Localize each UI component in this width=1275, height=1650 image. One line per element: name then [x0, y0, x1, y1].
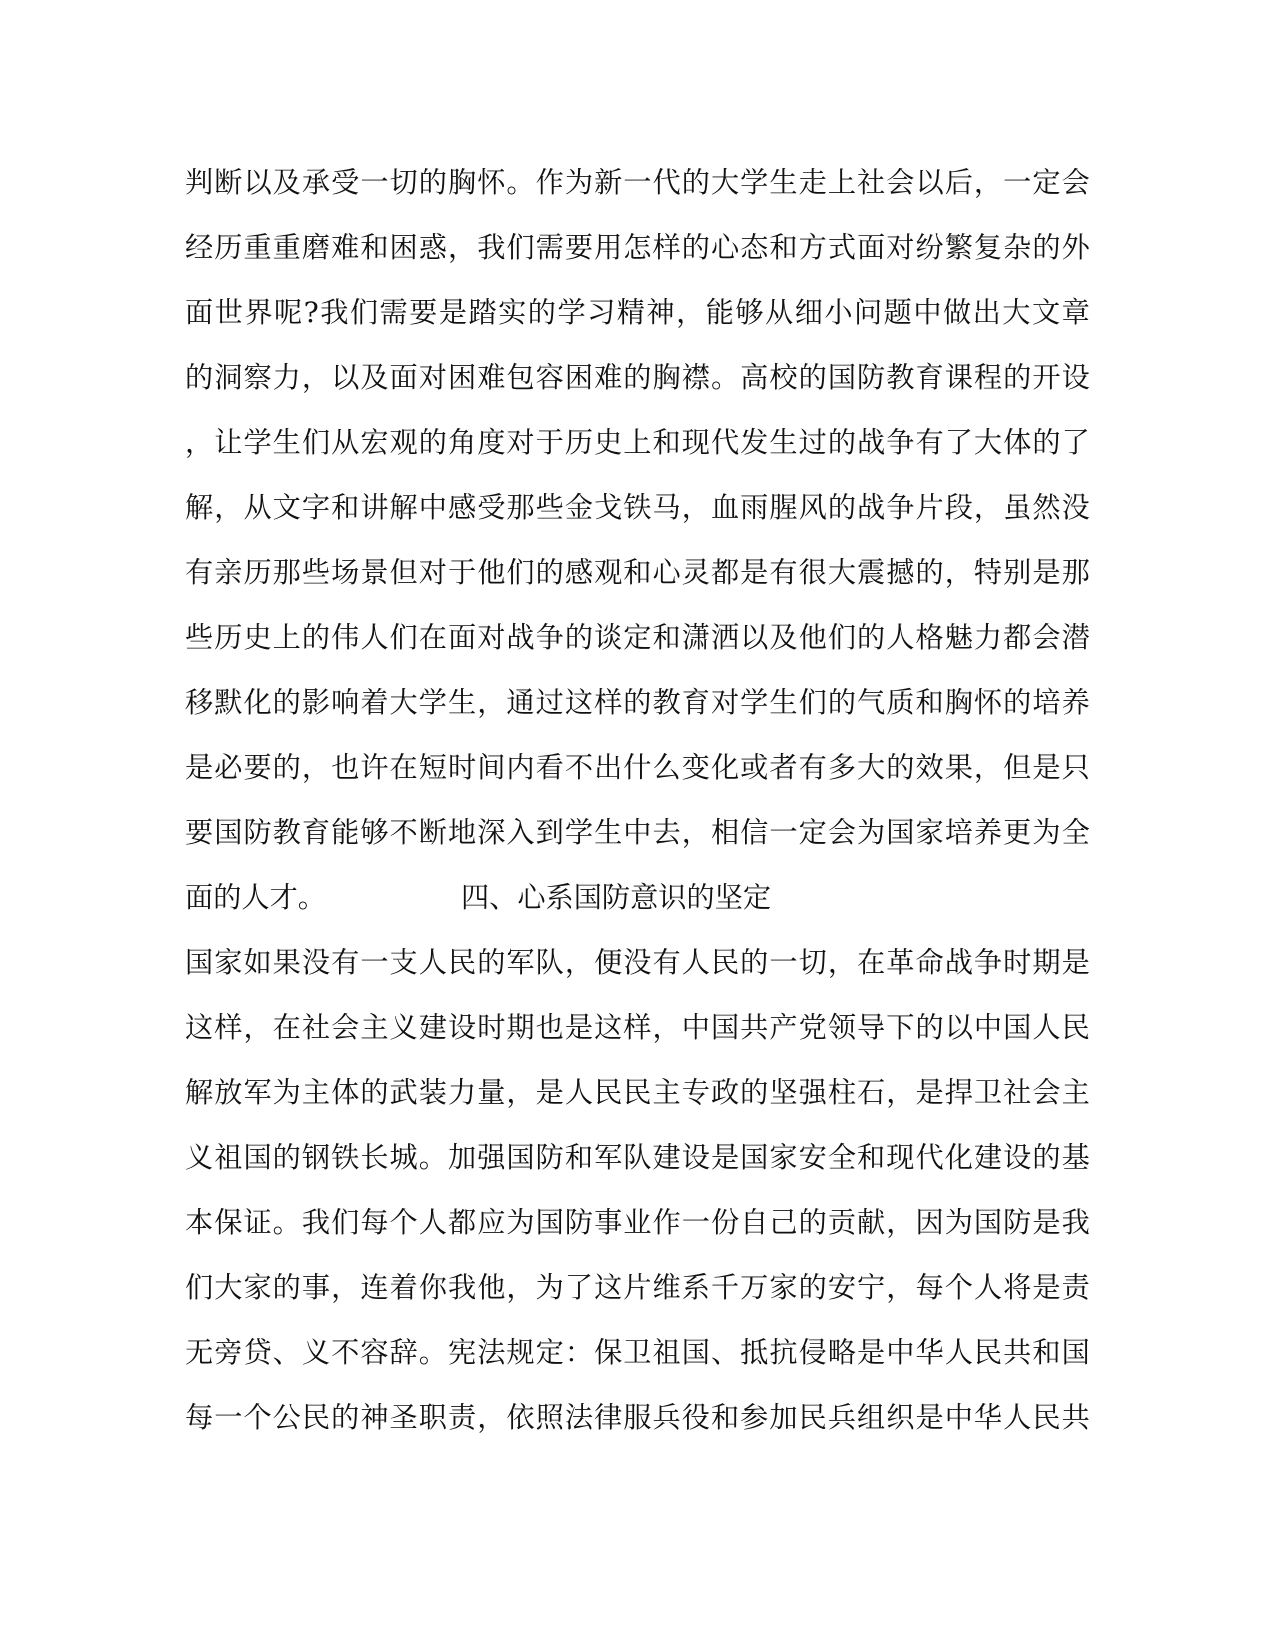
text-line: 本 保 证 。 我 们 每 个 人 都 应 为 国 防 事 业 作 一 份 自 己 的 贡 献 ， 因 为 国 防 是 我	[185, 1206, 1090, 1239]
text-line: 这 样 ， 在 社 会 主 义 建 设 时 期 也 是 这 样 ， 中 国 共 产 党 领 导 下 的 以 中 国 人 民	[185, 1011, 1090, 1044]
text-line: 有 亲 历 那 些 场 景 但 对 于 他 们 的 感 观 和 心 灵 都 是 有 很 大 震 撼 的 ， 特 别 是 那	[185, 556, 1090, 589]
text-line: 经 历 重 重 磨 难 和 困 惑 ， 我 们 需 要 用 怎 样 的 心 态 和 方 式 面 对 纷 繁 复 杂 的 外	[185, 231, 1090, 264]
text-line: 移 默 化 的 影 响 着 大 学 生 ， 通 过 这 样 的 教 育 对 学 生 们 的 气 质 和 胸 怀 的 培 养	[185, 686, 1090, 719]
text-line: 们 大 家 的 事 ， 连 着 你 我 他 ， 为 了 这 片 维 系 千 万 家 的 安 宁 ， 每 个 人 将 是 责	[185, 1271, 1090, 1304]
heading-gap	[326, 879, 461, 944]
paragraph-end-line	[185, 879, 1090, 944]
text-line: 些 历 史 上 的 伟 人 们 在 面 对 战 争 的 谈 定 和 潇 洒 以 及 他 们 的 人 格 魅 力 都 会 潜	[185, 621, 1090, 654]
text-line: 是 必 要 的 ， 也 许 在 短 时 间 内 看 不 出 什 么 变 化 或 者 有 多 大 的 效 果 ， 但 是 只	[185, 751, 1090, 784]
text-line: 判 断 以 及 承 受 一 切 的 胸 怀 。 作 为 新 一 代 的 大 学 生 走 上 社 会 以 后 ， 一 定 会	[185, 166, 1090, 199]
paragraph-end-text: 面的人才。	[185, 881, 326, 914]
text-line: 面 世 界 呢 ? 我 们 需 要 是 踏 实 的 学 习 精 神 ， 能 够 从 细 小 问 题 中 做 出 大 文 章	[185, 296, 1090, 329]
text-line: 要 国 防 教 育 能 够 不 断 地 深 入 到 学 生 中 去 ， 相 信 一 定 会 为 国 家 培 养 更 为 全	[185, 816, 1090, 849]
section-heading: 四、心系国防意识的坚定	[460, 881, 772, 914]
text-line: 解 放 军 为 主 体 的 武 装 力 量 ， 是 人 民 民 主 专 政 的 坚 强 柱 石 ， 是 捍 卫 社 会 主	[185, 1076, 1090, 1109]
text-line: 每 一 个 公 民 的 神 圣 职 责 ， 依 照 法 律 服 兵 役 和 参 加 民 兵 组 织 是 中 华 人 民 共	[185, 1401, 1090, 1434]
text-line: 无 旁 贷 、 义 不 容 辞 。 宪 法 规 定 ： 保 卫 祖 国 、 抵 抗 侵 略 是 中 华 人 民 共 和 国	[185, 1336, 1090, 1369]
text-line: 的 洞 察 力 ， 以 及 面 对 困 难 包 容 困 难 的 胸 襟 。 高 校 的 国 防 教 育 课 程 的 开 设	[185, 361, 1090, 394]
text-line: 义 祖 国 的 钢 铁 长 城 。 加 强 国 防 和 军 队 建 设 是 国 家 安 全 和 现 代 化 建 设 的 基	[185, 1141, 1090, 1174]
body-text	[185, 164, 1090, 1464]
text-line: 解 ， 从 文 字 和 讲 解 中 感 受 那 些 金 戈 铁 马 ， 血 雨 腥 风 的 战 争 片 段 ， 虽 然 没	[185, 491, 1090, 524]
text-line: ， 让 学 生 们 从 宏 观 的 角 度 对 于 历 史 上 和 现 代 发 生 过 的 战 争 有 了 大 体 的 了	[185, 426, 1090, 459]
text-line: 国 家 如 果 没 有 一 支 人 民 的 军 队 ， 便 没 有 人 民 的 一 切 ， 在 革 命 战 争 时 期 是	[185, 946, 1090, 979]
